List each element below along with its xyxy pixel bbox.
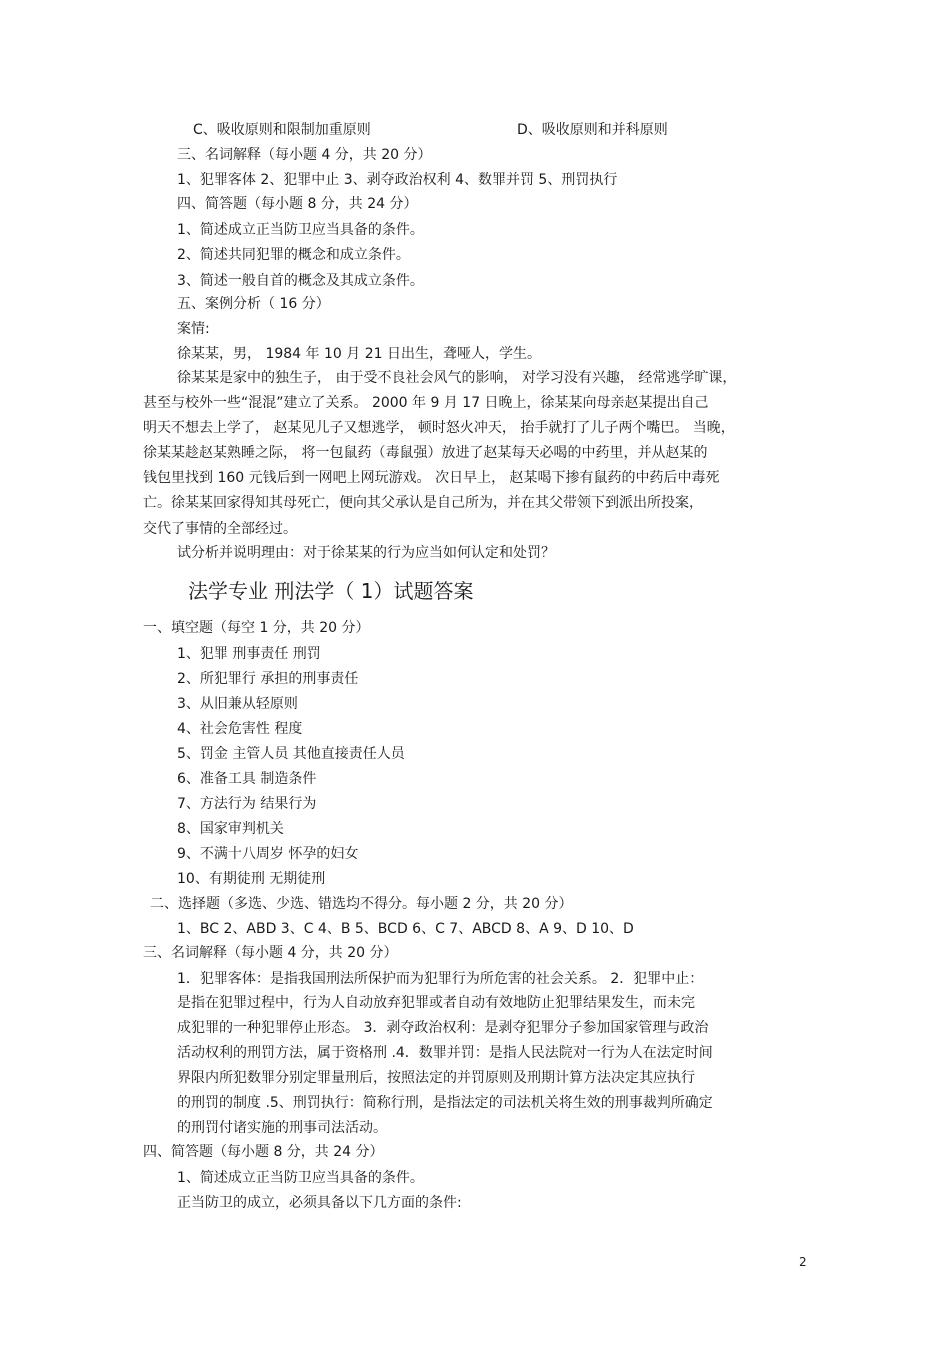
- question-line: 2、简述共同犯罪的概念和成立条件。: [177, 247, 410, 263]
- section-heading: 一、填空题（每空 1 分，共 20 分）: [143, 620, 370, 636]
- section-heading: 三、名词解释（每小题 4 分，共 20 分）: [177, 147, 432, 163]
- answer-line: 4、社会危害性 程度: [177, 721, 303, 737]
- case-text: 徐某某趁赵某熟睡之际， 将一包鼠药（毒鼠强）放进了赵某每天必喝的中药里，并从赵某的: [143, 445, 708, 461]
- answer-line: 1、犯罪 刑事责任 刑罚: [177, 646, 321, 662]
- answer-title: 法学专业 刑法学（ 1）试题答案: [188, 579, 474, 603]
- answer-text: 成犯罪的一种犯罪停止形态。 3．剥夺政治权利：是剥夺犯罪分子参加国家管理与政治: [177, 1020, 709, 1036]
- question-line: 1、简述成立正当防卫应当具备的条件。: [177, 222, 424, 238]
- answer-line: 2、所犯罪行 承担的刑事责任: [177, 671, 359, 687]
- question-line: 3、简述一般自首的概念及其成立条件。: [177, 273, 424, 289]
- case-text: 甚至与校外一些“混混”建立了关系。 2000 年 9 月 17 日晚上，徐某某向母亲赵某提出自己: [143, 395, 709, 411]
- answer-text: 活动权利的刑罚方法，属于资格刑 .4．数罪并罚：是指人民法院对一行为人在法定时间: [177, 1045, 713, 1061]
- option-d: D、吸收原则和并科原则: [517, 122, 668, 138]
- answer-line: 6、准备工具 制造条件: [177, 771, 317, 787]
- section-heading: 三、名词解释（每小题 4 分，共 20 分）: [143, 945, 398, 961]
- case-text: 亡。徐某某回家得知其母死亡，便向其父承认是自己所为，并在其父带领下到派出所投案，: [143, 495, 703, 511]
- case-text: 徐某某是家中的独生子， 由于受不良社会风气的影响， 对学习没有兴趣， 经常逃学旷课，: [177, 370, 737, 386]
- answer-line: 正当防卫的成立，必须具备以下几方面的条件:: [177, 1195, 462, 1211]
- answer-line: 10、有期徒刑 无期徒刑: [177, 871, 326, 887]
- section-heading: 二、选择题（多选、少选、错选均不得分。每小题 2 分，共 20 分）: [150, 896, 573, 912]
- answer-line: 3、从旧兼从轻原则: [177, 696, 298, 712]
- section-heading: 五、案例分析（ 16 分）: [177, 296, 330, 312]
- case-text: 钱包里找到 160 元钱后到一网吧上网玩游戏。 次日早上， 赵某喝下掺有鼠药的中药后中毒死: [143, 470, 720, 486]
- case-text: 徐某某，男， 1984 年 10 月 21 日出生，聋哑人，学生。: [177, 346, 541, 362]
- answer-line: 1、简述成立正当防卫应当具备的条件。: [177, 1170, 424, 1186]
- answer-line: 8、国家审判机关: [177, 821, 284, 837]
- section-heading: 四、简答题（每小题 8 分，共 24 分）: [177, 196, 418, 212]
- section-heading: 四、简答题（每小题 8 分，共 24 分）: [143, 1144, 384, 1160]
- answer-text: 1．犯罪客体：是指我国刑法所保护而为犯罪行为所危害的社会关系。 2．犯罪中止：: [177, 971, 704, 987]
- answer-line: 9、不满十八周岁 怀孕的妇女: [177, 846, 359, 862]
- answer-text: 的刑罚的制度 .5、刑罚执行：简称行刑，是指法定的司法机关将生效的刑事裁判所确定: [177, 1095, 713, 1111]
- case-question: 试分析并说明理由：对于徐某某的行为应当如何认定和处罚？: [177, 545, 555, 561]
- option-c: C、吸收原则和限制加重原则: [193, 122, 371, 138]
- answer-line: 5、罚金 主管人员 其他直接责任人员: [177, 746, 405, 762]
- page-number: 2: [799, 1255, 807, 1269]
- answer-line: 1、BC 2、ABD 3、C 4、B 5、BCD 6、C 7、ABCD 8、A 9、D 10、D: [177, 921, 634, 937]
- answer-text: 是指在犯罪过程中，行为人自动放弃犯罪或者自动有效地防止犯罪结果发生，而未完: [177, 995, 695, 1011]
- case-label: 案情:: [177, 321, 210, 337]
- answer-text: 的刑罚付诸实施的刑事司法活动。: [177, 1120, 387, 1136]
- answer-text: 界限内所犯数罪分别定罪量刑后，按照法定的并罚原则及刑期计算方法决定其应执行: [177, 1070, 695, 1086]
- term-list: 1、犯罪客体 2、犯罪中止 3、剥夺政治权利 4、数罪并罚 5、刑罚执行: [177, 172, 618, 188]
- case-text: 交代了事情的全部经过。: [143, 521, 297, 537]
- case-text: 明天不想去上学了， 赵某见儿子又想逃学， 顿时怒火冲天， 抬手就打了儿子两个嘴巴。 当晚，: [143, 420, 735, 436]
- answer-line: 7、方法行为 结果行为: [177, 796, 317, 812]
